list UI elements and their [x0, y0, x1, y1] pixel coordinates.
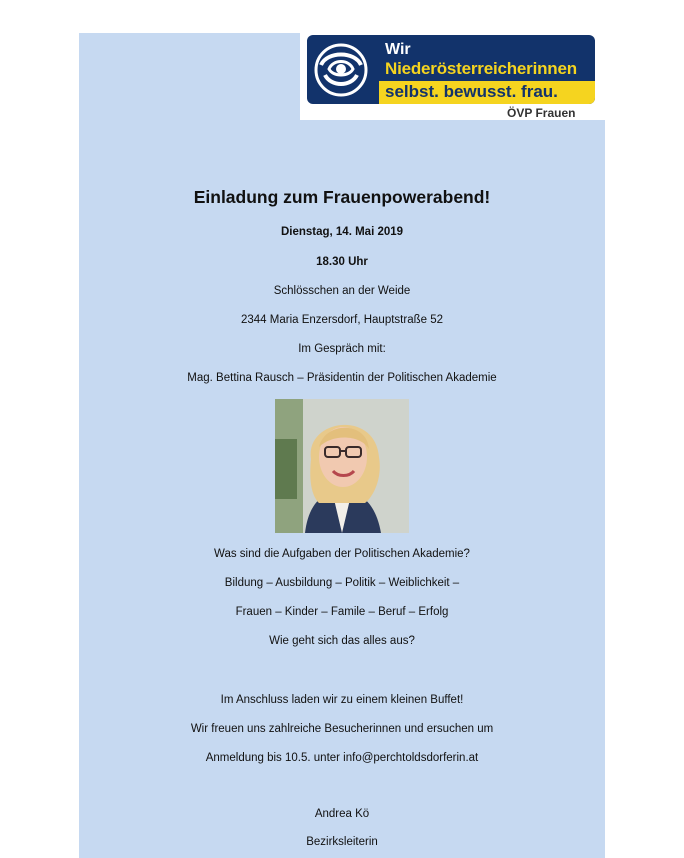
buffet-text: Im Anschluss laden wir zu einem kleinen Buffet! [220, 694, 464, 706]
signature-role: Bezirksleiterin [306, 836, 378, 848]
rose-emblem-icon [311, 41, 371, 99]
welcome-text: Wir freuen uns zahlreiche Besucherinnen und ersuchen um [190, 723, 494, 735]
logo-slogan: selbst. bewusst. frau. [385, 82, 558, 101]
registration-text: Anmeldung bis 10.5. unter info@perchtoldsdorferin.at [205, 752, 479, 764]
logo-text-niederoesterreicherinnen: Niederösterreicherinnen [385, 59, 577, 78]
topics-line-2: Frauen – Kinder – Famile – Beruf – Erfolg [235, 606, 449, 618]
oevp-frauen-logo [307, 35, 595, 104]
speaker-name: Mag. Bettina Rausch – Präsidentin der Politischen Akademie [187, 372, 497, 384]
logo-subtitle: ÖVP Frauen [507, 106, 576, 120]
talk-intro: Im Gespräch mit: [298, 343, 386, 355]
invitation-title: Einladung zum Frauenpowerabend! [193, 187, 491, 207]
logo-area [300, 33, 605, 120]
question-text-2: Wie geht sich das alles aus? [269, 635, 415, 647]
question-text: Was sind die Aufgaben der Politischen Akademie? [214, 548, 470, 560]
signature-name: Andrea Kö [314, 808, 370, 820]
event-venue: Schlösschen an der Weide [273, 285, 411, 297]
event-time: 18.30 Uhr [316, 256, 368, 268]
event-address: 2344 Maria Enzersdorf, Hauptstraße 52 [241, 314, 443, 326]
topics-line-1: Bildung – Ausbildung – Politik – Weiblichkeit – [224, 577, 460, 589]
speaker-photo [275, 399, 409, 533]
event-date: Dienstag, 14. Mai 2019 [280, 226, 404, 238]
logo-text-wir: Wir [385, 41, 411, 58]
